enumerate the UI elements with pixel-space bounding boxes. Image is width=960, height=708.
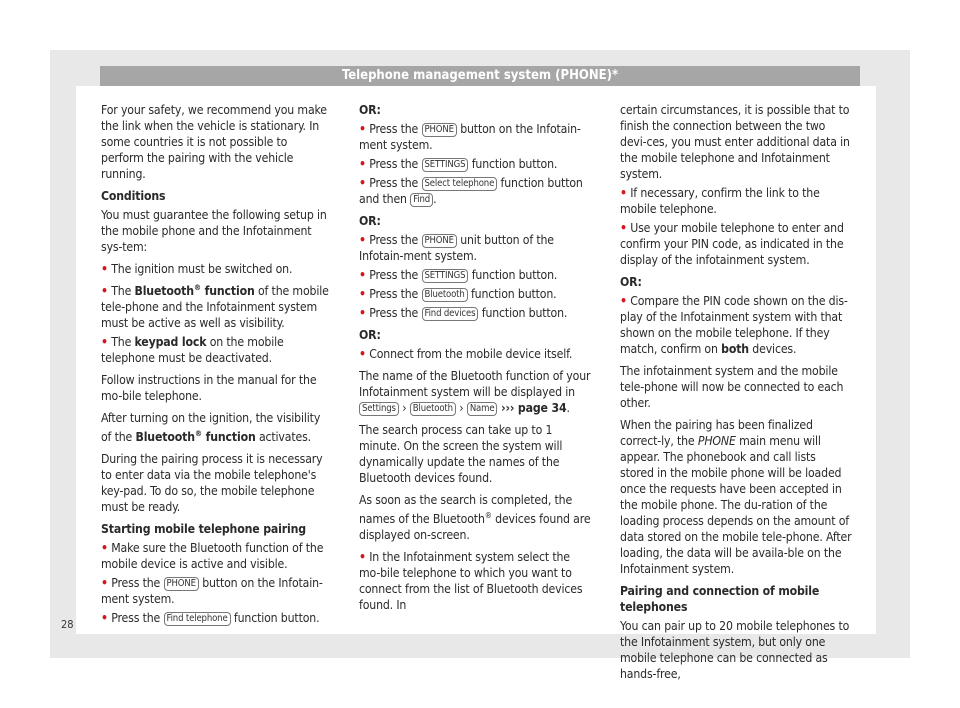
column-3 bbox=[620, 102, 852, 688]
bullet-item: • Press the SETTINGS function button. bbox=[359, 268, 558, 282]
paragraph: The infotainment system and the mobile tele-phone will now be connected to each other. bbox=[620, 364, 844, 410]
bullet-icon: • bbox=[359, 306, 366, 320]
or-label: OR: bbox=[359, 328, 381, 342]
starting-pairing-heading: Starting mobile telephone pairing bbox=[101, 522, 306, 537]
bullet-icon: • bbox=[359, 550, 366, 565]
phone-key: PHONE bbox=[422, 234, 457, 248]
select-telephone-key: Select telephone bbox=[422, 177, 498, 191]
bullet-icon: • bbox=[359, 287, 366, 301]
bullet-icon: • bbox=[101, 284, 108, 299]
bullet-item: • The ignition must be switched on. bbox=[101, 262, 293, 276]
find-telephone-key: Find telephone bbox=[164, 612, 231, 626]
bullet-item: • Press the PHONE button on the Infotain-ment system. bbox=[101, 576, 323, 607]
bullet-icon: • bbox=[101, 541, 108, 556]
bullet-icon: • bbox=[359, 347, 366, 361]
find-key: Find bbox=[410, 193, 433, 207]
bullet-item: • Use your mobile telephone to enter and confirm your PIN code, as indicated in the display of the infotainment system. bbox=[620, 221, 844, 267]
bullet-item: • If necessary, confirm the link to the mobile telephone. bbox=[620, 186, 820, 216]
bluetooth-key: Bluetooth bbox=[410, 402, 456, 416]
bullet-item: • Press the Bluetooth function button. bbox=[359, 287, 557, 301]
column-1 bbox=[101, 102, 333, 629]
page-number: 28 bbox=[61, 618, 74, 631]
paragraph: Follow instructions in the manual for the mo-bile telephone. bbox=[101, 373, 317, 404]
bullet-item: • Press the Find telephone function button. bbox=[101, 611, 320, 626]
phone-key: PHONE bbox=[422, 123, 457, 137]
paragraph: The search process can take up to 1 minute. On the screen the system will dynamically update the names of the Bluetooth devices found. bbox=[359, 423, 563, 485]
find-devices-key: Find devices bbox=[422, 307, 479, 321]
paragraph: The name of the Bluetooth function of your Infotainment system will be displayed in Settings › Bluetooth › Name ››› page 34. bbox=[359, 369, 591, 415]
bullet-item: • Press the SETTINGS function button. bbox=[359, 157, 558, 171]
settings-key: SETTINGS bbox=[422, 269, 469, 283]
or-label: OR: bbox=[359, 103, 381, 117]
paragraph: For your safety, we recommend you make the link when the vehicle is stationary. In some countries it is not possible to perform the pairing with the vehicle running. bbox=[101, 103, 327, 181]
bullet-icon: • bbox=[620, 294, 627, 308]
bullet-item: • Connect from the mobile device itself. bbox=[359, 347, 573, 361]
bullet-icon: • bbox=[101, 335, 108, 350]
bullet-item: • The keypad lock on the mobile telephone must be deactivated. bbox=[101, 335, 284, 366]
paragraph: When the pairing has been finalized correct-ly, the PHONE main menu will appear. The phonebook and call lists stored in the mobile phone will be loaded once the requests have been accepted in the mobile phone. The du-ration of the loading process depends on the amount of data stored on the mobile tele-phone. After loading, the data will be availa-ble on the Infotainment system. bbox=[620, 418, 852, 576]
bluetooth-key: Bluetooth bbox=[422, 288, 468, 302]
bullet-item: • Press the PHONE unit button of the Infotain-ment system. bbox=[359, 233, 554, 263]
bullet-icon: • bbox=[101, 611, 108, 626]
name-key: Name bbox=[467, 402, 498, 416]
bullet-item: • In the Infotainment system select the mo-bile telephone to which you want to connect from the list of Bluetooth devices found. In bbox=[359, 550, 583, 613]
column-2 bbox=[359, 102, 591, 619]
paragraph: certain circumstances, it is possible that to finish the connection between the two devi-ces, you must enter additional data in the mobile telephone and Infotainment system. bbox=[620, 103, 850, 181]
bullet-icon: • bbox=[359, 233, 366, 247]
bullet-icon: • bbox=[620, 221, 627, 235]
paragraph: You must guarantee the following setup in the mobile phone and the Infotainment sys-tem: bbox=[101, 208, 327, 254]
bullet-icon: • bbox=[620, 186, 627, 200]
bullet-icon: • bbox=[359, 157, 366, 171]
settings-key: SETTINGS bbox=[422, 158, 469, 172]
bullet-icon: • bbox=[359, 122, 366, 136]
bullet-item: • Compare the PIN code shown on the dis-play of the Infotainment system with that shown on the mobile telephone. If they match, confirm on both devices. bbox=[620, 294, 848, 356]
bullet-icon: • bbox=[359, 176, 366, 190]
bullet-icon: • bbox=[101, 576, 108, 591]
paragraph: After turning on the ignition, the visibility of the Bluetooth® function activates. bbox=[101, 411, 321, 445]
bullet-item: • Make sure the Bluetooth function of the mobile device is active and visible. bbox=[101, 541, 324, 572]
bullet-item: • Press the PHONE button on the Infotain-ment system. bbox=[359, 122, 581, 152]
bullet-icon: • bbox=[359, 268, 366, 282]
settings-key: Settings bbox=[359, 402, 399, 416]
bullet-item: • The Bluetooth® function of the mobile tele-phone and the Infotainment system must be active as well as visibility. bbox=[101, 283, 329, 331]
bullet-item: • Press the Find devices function button. bbox=[359, 306, 568, 320]
or-label: OR: bbox=[620, 275, 642, 289]
paragraph: During the pairing process it is necessary to enter data via the mobile telephone's key-pad. To do so, the mobile telephone must be ready. bbox=[101, 452, 323, 515]
or-label: OR: bbox=[359, 214, 381, 228]
page-reference: ››› page 34 bbox=[497, 401, 567, 415]
section-header: Telephone management system (PHONE)* bbox=[100, 66, 860, 86]
bullet-item: • Press the Select telephone function button and then Find . bbox=[359, 176, 583, 206]
paragraph: As soon as the search is completed, the names of the Bluetooth® devices found are displayed on-screen. bbox=[359, 493, 591, 543]
pairing-connection-heading: Pairing and connection of mobile telephones bbox=[620, 584, 820, 614]
paragraph: You can pair up to 20 mobile telephones to the Infotainment system, but only one mobile telephone can be connected as hands-free, bbox=[620, 619, 850, 681]
bullet-icon: • bbox=[101, 262, 108, 276]
conditions-heading: Conditions bbox=[101, 189, 166, 203]
phone-key: PHONE bbox=[164, 577, 199, 591]
